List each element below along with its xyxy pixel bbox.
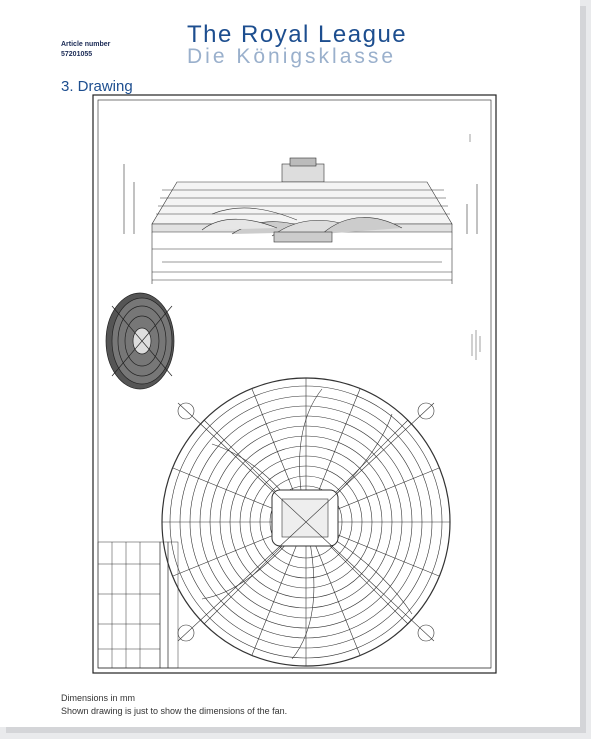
brand-subtitle: Die Königsklasse — [187, 45, 397, 68]
article-number-value: 57201055 — [61, 51, 93, 58]
section-title: 3. Drawing — [61, 78, 133, 95]
page-shadow-right — [580, 6, 586, 733]
dimensions-note: Dimensions in mm — [61, 693, 136, 703]
fan-isometric-view — [106, 293, 174, 389]
brand-title: The Royal League — [187, 21, 408, 48]
page-shadow-bottom — [6, 727, 586, 733]
drawing-disclaimer: Shown drawing is just to show the dimensions of the fan. — [61, 706, 288, 716]
article-number-label: Article number — [61, 41, 111, 48]
fan-front-view — [162, 378, 450, 666]
technical-drawing — [92, 94, 497, 674]
